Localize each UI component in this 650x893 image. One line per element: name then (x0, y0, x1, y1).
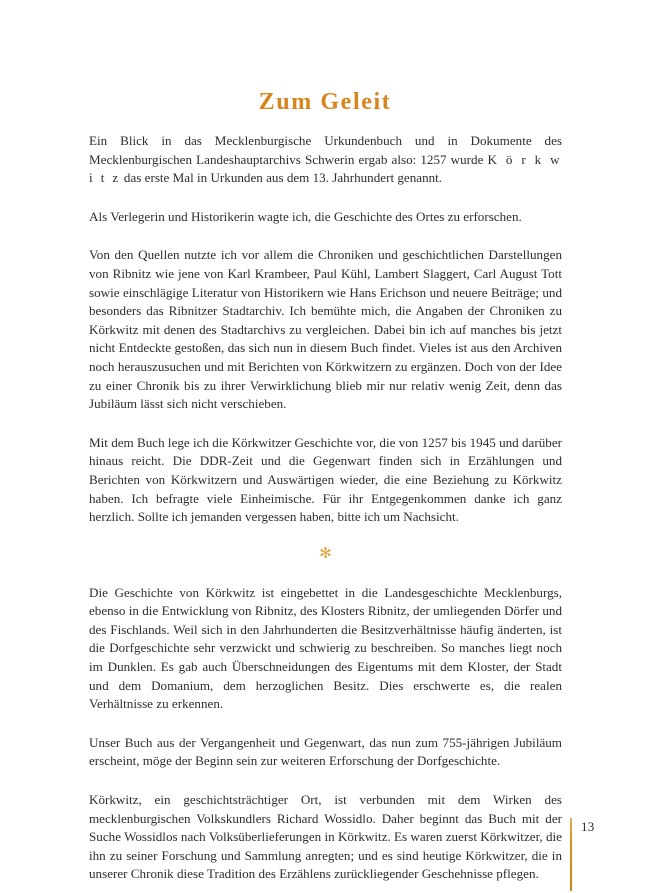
paragraph-6: Unser Buch aus der Vergangenheit und Gegenwart, das nun zum 755-jährigen Jubiläum erscheint, möge der Beginn sein zur weiteren Erforschung der Dorfgeschichte. (89, 734, 562, 769)
footer-vertical-rule (570, 818, 572, 891)
asterisk-ornament-icon: ✻ (319, 545, 332, 562)
page-title: Zum Geleit (258, 89, 392, 116)
page-number: 13 (581, 819, 595, 834)
paragraph-1-text-before: Ein Blick in das Mecklenburgische Urkundenbuch und in Dokumente des Mecklenburgischen Landeshauptarchivs Schwerin ergab also: 1257 wurde (89, 133, 562, 167)
body-text-column (89, 132, 562, 884)
paragraph-4: Mit dem Buch lege ich die Körkwitzer Geschichte vor, die von 1257 bis 1945 und darüber hinaus reicht. Die DDR-Zeit und die Gegenwart finden sich in Erzählungen und Berichten von Körkwitzern und Auswärtigen wieder, die eine Beziehung zu Körkwitz haben. Ich befragte viele Einheimische. Für ihr Entgegenkommen danke ich ganz herzlich. Sollte ich jemanden vergessen haben, bitte ich um Nachsicht. (89, 434, 562, 525)
paragraph-1 (89, 132, 562, 188)
paragraph-3: Von den Quellen nutzte ich vor allem die Chroniken und geschichtlichen Darstellungen von Ribnitz wie jene von Karl Krambeer, Paul Kühl, Lambert Slaggert, Carl August Tott sowie einschlägige Literatur von Historikern wie Hans Erichson und neuere Beiträge; und besonders das Ribnitzer Stadtarchiv. Ich bemühte mich, die Angaben der Chroniken zu Körkwitz mit denen des Stadtarchivs zu vergleichen. Dabei bin ich auf manches bis jetzt nicht Entdeckte gestoßen, das sich nun in diesem Buch findet. Vieles ist aus den Archiven noch herauszusuchen und mit Berichten von Körkwitzern zu ergänzen. Doch von der Idee zu einer Chronik bis zu ihrer Verwirklichung blieb mir nur relativ wenig Zeit, denn das Jubiläum lässt sich nicht verschieben. (89, 247, 562, 412)
letterspaced-placename: K ö r k w i t z (89, 151, 562, 186)
paragraph-5: Die Geschichte von Körkwitz ist eingebettet in die Landesgeschichte Mecklenburgs, ebenso in die Entwicklung von Ribnitz, des Klosters Ribnitz, der umliegenden Dörfer und des Fischlands. Weil sich in den Jahrhunderten die Besitzverhältnisse häufig änderten, ist die Dorfgeschichte sehr verzwickt und schwierig zu beschreiben. So manches liegt noch im Dunklen. Es gab auch Überschneidungen des Eigentums mit dem Kloster, der Stadt und dem Domanium, dem herzoglichen Besitz. Dies erschwerte es, die realen Verhältnisse zu erkennen. (89, 584, 562, 712)
paragraph-1-text-after: das erste Mal in Urkunden aus dem 13. Jahrhundert genannt. (120, 170, 443, 186)
paragraph-7: Körkwitz, ein geschichtsträchtiger Ort, ist verbunden mit dem Wirken des mecklenburgischen Volkskundlers Richard Wossidlo. Daher beginnt das Buch mit der Suche Wossidlos nach Volksüberlieferungen in Körkwitz. Es waren zuerst Körkwitzer, die ihn zu seiner Forschung und Sammlung anregten; und es sind heutige Körkwitzer, die in unserer Chronik diese Tradition des Erzählens zurückliegender Geschehnisse pflegen. (89, 792, 562, 882)
paragraph-2: Als Verlegerin und Historikerin wagte ich, die Geschichte des Ortes zu erforschen. (89, 208, 522, 224)
